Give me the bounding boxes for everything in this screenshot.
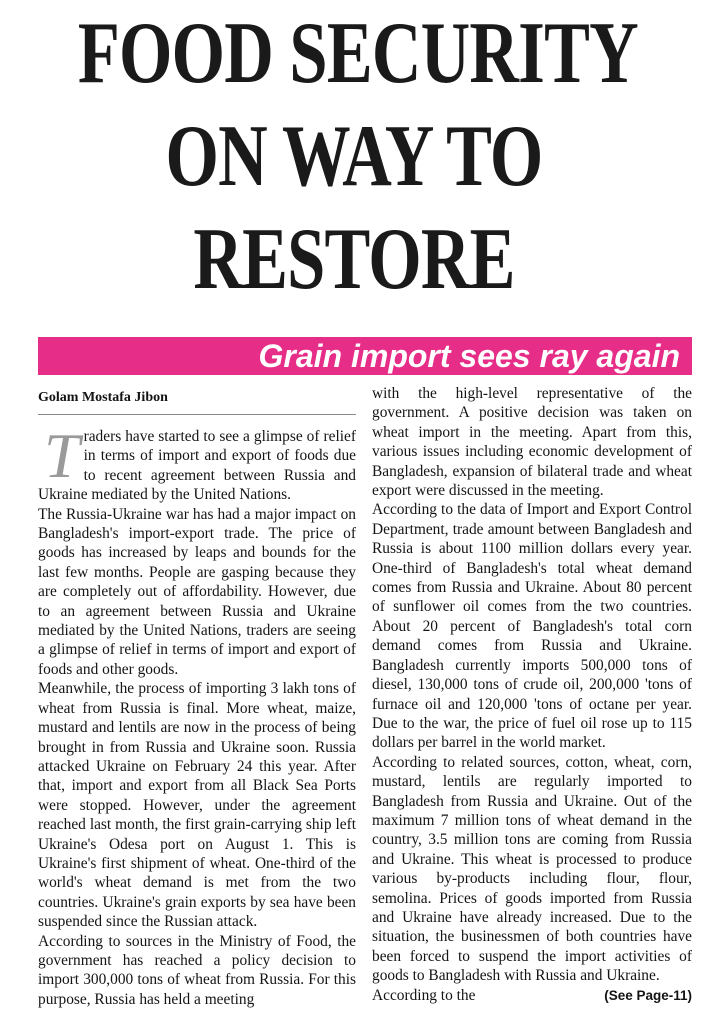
article-paragraph: with the high-level representative of the government. A positive decision was taken on wheat import in the meeting. Apart from this, various issues including economic development of Bangladesh, expansion of bilateral trade and wheat export were discussed in the meeting. [372,385,692,500]
article-column-left [38,388,356,1009]
article-closing-line [372,986,692,1005]
headline-line-2: ON WAY TO [165,108,543,205]
continuation-link[interactable]: (See Page-11) [604,987,692,1003]
article-column-right [372,384,692,1005]
article-paragraph: According to related sources, cotton, wheat, corn, mustard, lentils are regularly imported to Bangladesh from Russia and Ukraine. Out of the maximum 7 million tons of wheat demand in the country, 3.5 million tons are coming from Russia and Ukraine. This wheat is processed to produce various by-products including flour, flour, semolina. Prices of goods imported from Russia and Ukraine have already increased. Due to the situation, the businessmen of both countries have been forced to suspend the import activities of goods to Bangladesh with Russia and Ukraine. [372,753,692,985]
closing-text: According to the [372,986,476,1004]
byline: Golam Mostafa Jibon [38,388,356,415]
article-paragraph: According to the data of Import and Export Control Department, trade amount between Bangladesh and Russia is about 1100 million dollars every year. One-third of Bangladesh's total wheat demand comes from Russia and Ukraine. About 80 percent of sunflower oil comes from the two countries. About 20 percent of Bangladesh's total corn demand comes from Russia and Ukraine. Bangladesh currently imports 500,000 tons of diesel, 130,000 tons of crude oil, 200,000 'tons of furnace oil and 120,000 'tons of octane per year. Due to the war, the price of fuel oil rose up to 115 dollars per barrel in the world market. [372,501,692,752]
headline-line-3: RESTORE [193,211,515,308]
article-paragraph: According to sources in the Ministry of Food, the government has reached a policy decision to import 300,000 tons of wheat from Russia. For this purpose, Russia has held a meeting [38,932,356,1008]
article-paragraph: The Russia-Ukraine war has had a major impact on Bangladesh's import-export trade. The price of goods has increased by leaps and bounds for the last few months. People are gasping because they are completely out of affordability. However, due to an agreement between Russia and Ukraine mediated by the United Nations, traders are seeing a glimpse of relief in terms of import and export of foods and other goods. [38,505,356,678]
headline-line-1: FOOD SECURITY [77,5,638,102]
drop-cap: T [44,420,80,491]
article-paragraph [38,420,356,505]
article-paragraph: Meanwhile, the process of importing 3 lakh tons of wheat from Russia is final. More wheat, maize, mustard and lentils are now in the process of being brought in from Russia and Ukraine soon. Russia attacked Ukraine on February 24 this year. After that, import and export from all Black Sea Ports were stopped. However, under the agreement reached last month, the first grain-carrying ship left Ukraine's Odesa port on August 1. This is Ukraine's first shipment of wheat. One-third of the world's wheat demand is met from the two countries. Ukraine's grain exports by sea have been suspended since the Russian attack. [38,680,356,931]
headline [77,2,638,311]
subheadline: Grain import sees ray again [258,338,680,374]
subheadline-banner [38,337,692,375]
paragraph-text: raders have started to see a glimpse of relief in terms of import and export of foods due to recent agreement between Russia and Ukraine mediated by the United Nations. [38,428,356,504]
